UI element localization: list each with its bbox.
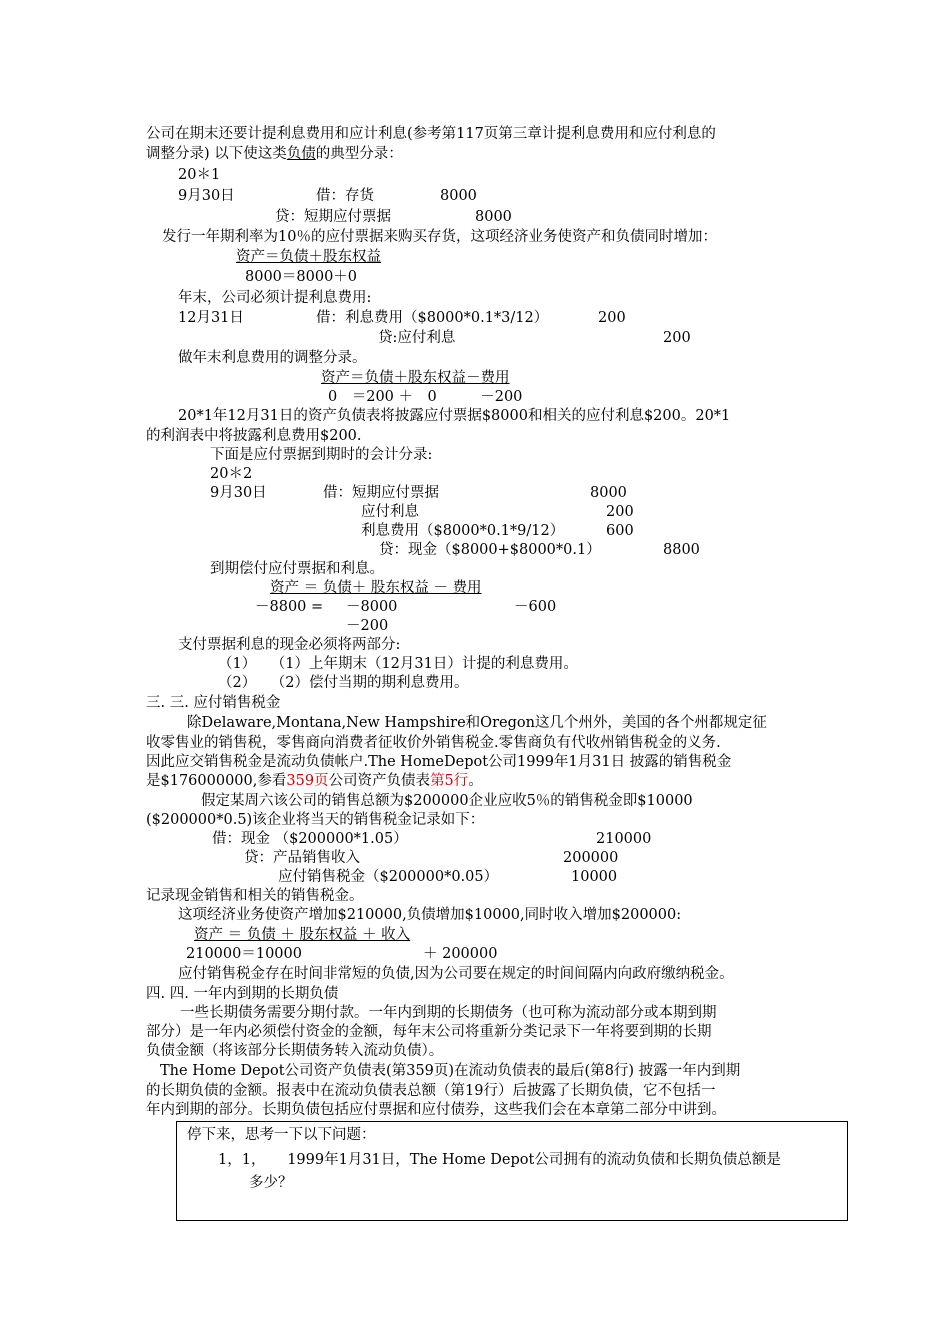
text-line: 负债金额（将该部分长期债务转入流动负债）。 [146, 1043, 444, 1059]
equation-values: 0 ＝200 ＋ 0 －200 [328, 389, 523, 405]
text-line: 公司在期末还要计提利息费用和应计利息(参考第117页第三章计提利息费用和应付利息的 [146, 126, 716, 142]
text-line: 记录现金销售和相关的销售税金。 [146, 888, 364, 904]
equation-header: 资产＝负债＋股东权益 [236, 249, 381, 265]
text-span: 公司资产负债表 [328, 773, 431, 789]
equation-values: 210000＝10000 [186, 946, 302, 962]
text-span: 是$176000000,参看 [146, 773, 287, 789]
equation-header: 资产＝负债＋股东权益－费用 [321, 370, 510, 386]
entry-debit: 借：短期应付票据 [323, 485, 439, 501]
text-line [146, 145, 403, 164]
entry-debit: 借：存货 [316, 188, 374, 204]
text-line: 做年末利息费用的调整分录。 [178, 350, 367, 366]
text-line: 下面是应付票据到期时的会计分录: [210, 447, 433, 463]
text-span: 的典型分录： [315, 146, 403, 162]
text-line: 年末，公司必须计提利息费用: [178, 290, 372, 306]
entry-amount: 200000 [563, 850, 619, 866]
equation-values: －8800 = [255, 599, 324, 615]
text-line: 20*1年12月31日的资产负债表将披露应付票据$8000和相关的应付利息$200。20*1 [178, 408, 731, 424]
entry-amount: 200 [606, 504, 634, 520]
entry-amount: 210000 [596, 831, 652, 847]
entry-debit: 借：现金 （$200000*1.05） [212, 831, 408, 847]
entry-date: 12月31日 [178, 310, 244, 326]
text-line: 假定某周六该公司的销售总额为$200000企业应收5％的销售税金即$10000 [201, 793, 693, 809]
entry-debit: 借：利息费用（$8000*0.1*3/12） [316, 310, 549, 326]
think-box-question: 多少？ [249, 1175, 293, 1191]
entry-amount: 10000 [571, 869, 618, 885]
list-item: （1） （1）上年期末（12月31日）计提的利息费用。 [218, 656, 578, 672]
list-item: （2） （2）偿付当期的期利息费用。 [218, 675, 469, 691]
text-line: 应付销售税金存在时间非常短的负债,因为公司要在规定的时间间隔内向政府缴纳税金。 [178, 966, 734, 982]
entry-date: 9月30日 [210, 485, 267, 501]
text-line: 收零售业的销售税，零售商向消费者征收价外销售税金.零售商负有代收州销售税金的义务. [146, 735, 721, 751]
row-reference: 第5行 [430, 773, 469, 789]
equation-values: －200 [346, 618, 389, 634]
text-line: 的利润表中将披露利息费用$200. [146, 428, 362, 444]
text-line: 这项经济业务使资产增加$210000,负债增加$10000,同时收入增加$200000: [178, 907, 682, 923]
section-heading: 四. 四. 一年内到期的长期负债 [146, 986, 339, 1002]
think-box-question: 1，1， 1999年1月31日，The Home Depot公司拥有的流动负债和长期负债总额是 [218, 1152, 781, 1168]
text-line: 一些长期债务需要分期付款。一年内到期的长期债务（也可称为流动部分或本期到期 [180, 1005, 717, 1021]
equation-header: 资产 ＝ 负债＋ 股东权益 － 费用 [270, 580, 482, 596]
text-line: 部分）是一年内必须偿付资金的金额，每年末公司将重新分类记录下一年将要到期的长期 [146, 1024, 712, 1040]
text-line: 年内到期的部分。长期负债包括应付票据和应付债券，这些我们会在本章第二部分中讲到。 [146, 1102, 726, 1118]
text-line: 发行一年期利率为10％的应付票据来购买存货，这项经济业务使资产和负债同时增加： [162, 229, 717, 245]
entry-amount: 8800 [663, 542, 700, 558]
equation-header: 资产 ＝ 负债 ＋ 股东权益 ＋ 收入 [194, 927, 411, 943]
entry-credit: 应付销售税金（$200000*0.05） [278, 869, 499, 885]
entry-amount: 200 [663, 330, 691, 346]
text-line: The Home Depot公司资产负债表(第359页)在流动负债表的最后(第8行) 披露一年内到期 [160, 1063, 741, 1079]
think-box-title: 停下来，思考一下以下问题： [187, 1127, 376, 1143]
equation-values: 8000＝8000＋0 [245, 269, 358, 285]
text-line: 因此应交销售税金是流动负债帐户.The HomeDepot公司1999年1月31日 披露的销售税金 [146, 754, 732, 770]
equation-values: －600 [514, 599, 557, 615]
text-line: ($200000*0.5)该企业将当天的销售税金记录如下： [146, 812, 485, 828]
text-line [146, 772, 483, 791]
entry-credit: 贷：现金（$8000+$8000*0.1） [379, 542, 601, 558]
entry-credit: 贷:应付利息 [378, 330, 456, 346]
equation-values: －8000 [346, 599, 398, 615]
page-reference: 359页 [286, 773, 329, 789]
equation-values: ＋ 200000 [423, 946, 498, 962]
underlined-term: 负债 [286, 146, 316, 162]
year-label: 20＊2 [210, 466, 253, 482]
entry-amount: 8000 [590, 485, 627, 501]
entry-credit: 贷：产品销售收入 [244, 850, 360, 866]
text-line: 除Delaware,Montana,New Hampshire和Oregon这几个州外，美国的各个州都规定征 [187, 715, 767, 731]
year-label: 20＊1 [178, 167, 221, 183]
entry-debit: 应付利息 [361, 504, 419, 520]
text-line: 到期偿付应付票据和利息。 [210, 561, 384, 577]
entry-amount: 8000 [440, 188, 477, 204]
entry-debit: 利息费用（$8000*0.1*9/12） [361, 523, 565, 539]
text-span: 。 [468, 773, 483, 789]
entry-date: 9月30日 [178, 188, 235, 204]
entry-credit: 贷：短期应付票据 [275, 209, 391, 225]
text-line: 支付票据利息的现金必须将两部分: [178, 637, 401, 653]
entry-amount: 200 [598, 310, 626, 326]
entry-amount: 600 [606, 523, 634, 539]
section-heading: 三. 三. 应付销售税金 [146, 695, 281, 711]
text-line: 的长期负债的金额。报表中在流动负债表总额（第19行）后披露了长期负债，它不包括一 [146, 1083, 716, 1099]
entry-amount: 8000 [475, 209, 512, 225]
text-span: 调整分录) 以下使这类 [146, 146, 287, 162]
